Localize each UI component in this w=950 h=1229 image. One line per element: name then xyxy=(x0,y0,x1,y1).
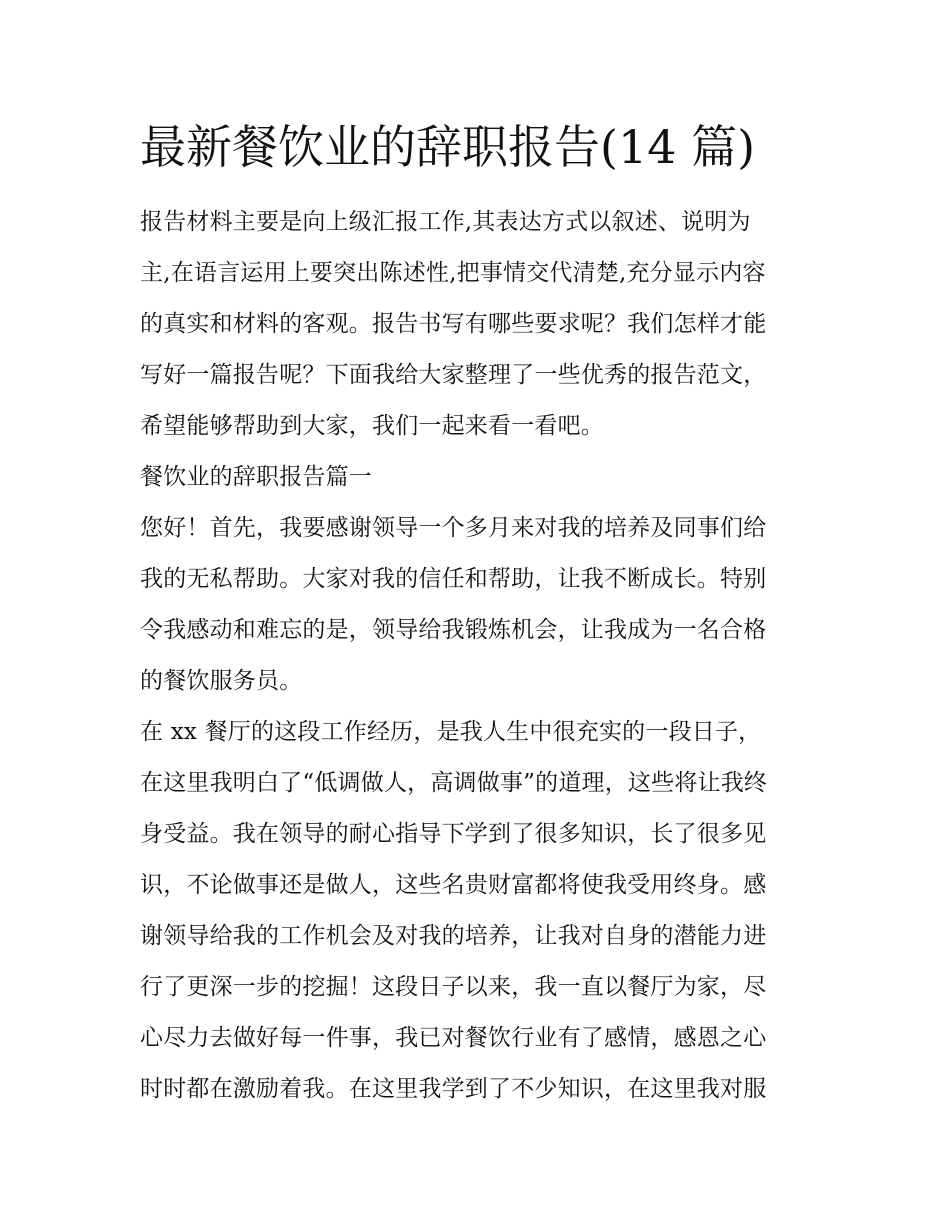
body-line: 心尽力去做好每一件事，我已对餐饮行业有了感情，感恩之心 xyxy=(140,1025,767,1051)
document-body xyxy=(140,197,820,1115)
body-line: 您好！首先，我要感谢领导一个多月来对我的培养及同事们给 xyxy=(140,515,767,541)
body-line: 的餐饮服务员。 xyxy=(140,668,303,694)
body-line: 识，不论做事还是做人，这些名贵财富都将使我受用终身。感 xyxy=(140,872,767,898)
body-line: 时时都在激励着我。在这里我学到了不少知识，在这里我对服 xyxy=(140,1076,767,1102)
body-line: 主,在语言运用上要突出陈述性,把事情交代清楚,充分显示内容 xyxy=(140,260,766,286)
body-line: 的真实和材料的客观。报告书写有哪些要求呢？我们怎样才能 xyxy=(140,311,767,337)
body-line: 在 xx 餐厅的这段工作经历，是我人生中很充实的一段日子， xyxy=(140,719,762,745)
body-line: 在这里我明白了“低调做人，高调做事”的道理，这些将让我终 xyxy=(140,770,768,796)
document-title: 最新餐饮业的辞职报告(14 篇) xyxy=(140,120,756,174)
body-line: 谢领导给我的工作机会及对我的培养，让我对自身的潜能力进 xyxy=(140,923,767,949)
body-line: 希望能够帮助到大家，我们一起来看一看吧。 xyxy=(140,413,604,439)
body-line: 令我感动和难忘的是，领导给我锻炼机会，让我成为一名合格 xyxy=(140,617,767,643)
body-line: 身受益。我在领导的耐心指导下学到了很多知识，长了很多见 xyxy=(140,821,767,847)
body-line: 报告材料主要是向上级汇报工作,其表达方式以叙述、说明为 xyxy=(140,209,751,235)
body-line: 行了更深一步的挖掘！这段日子以来，我一直以餐厅为家，尽 xyxy=(140,974,767,1000)
body-line: 写好一篇报告呢？下面我给大家整理了一些优秀的报告范文， xyxy=(140,362,767,388)
body-line: 我的无私帮助。大家对我的信任和帮助，让我不断成长。特别 xyxy=(140,566,767,592)
section-heading: 餐饮业的辞职报告篇一 xyxy=(140,464,372,490)
